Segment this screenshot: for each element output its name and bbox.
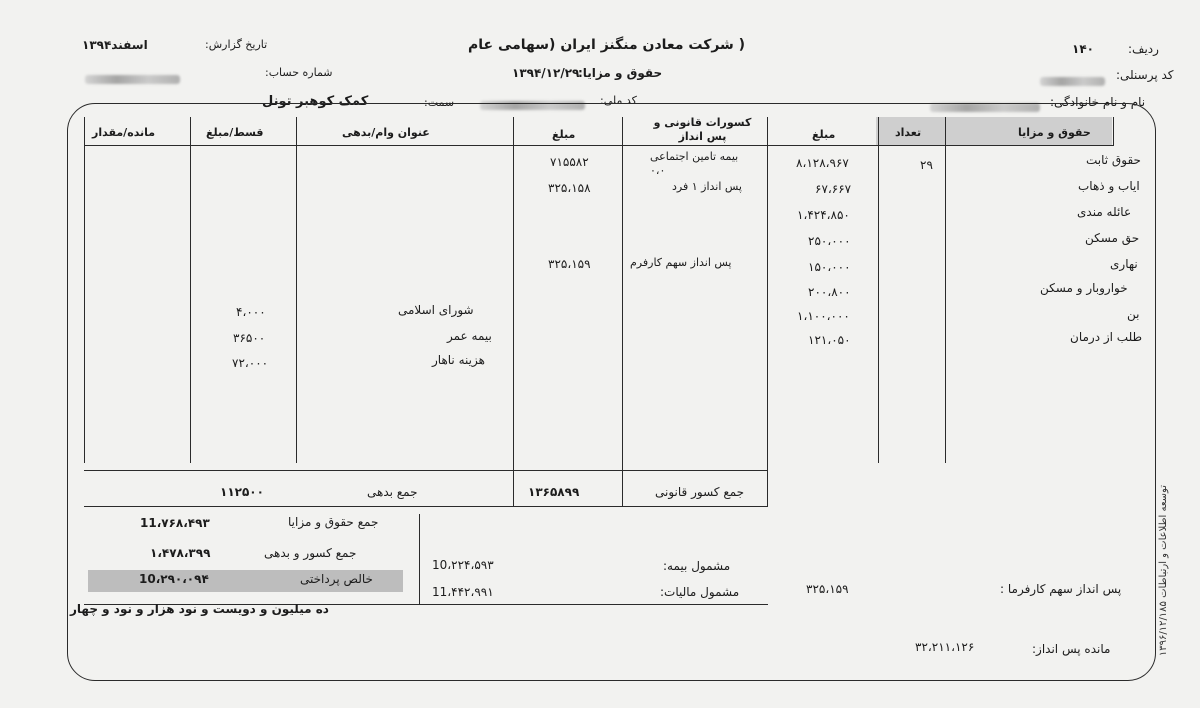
debt-total-value: ۱۱۲۵۰۰ <box>220 485 264 499</box>
debt-row-bottom <box>84 506 768 507</box>
position-label: سمت: <box>424 96 455 109</box>
loan-installment: ۷۲،۰۰۰ <box>232 356 269 370</box>
right-table-border <box>1113 117 1114 145</box>
loan-title: بیمه عمر <box>447 329 492 343</box>
benefit-label: حقوق ثابت <box>1086 153 1141 167</box>
col-header-amount: مبلغ <box>812 128 836 141</box>
deduction-amount: ۳۲۵،۱۵۸ <box>548 181 591 195</box>
deduction-amount: ۷۱۵۵۸۲ <box>550 155 589 169</box>
benefit-label: نهاری <box>1110 257 1138 271</box>
account-redacted <box>85 69 180 88</box>
totals-divider <box>419 514 420 604</box>
legal-total-value: ۱۳۶۵۸۹۹ <box>528 485 580 499</box>
side-note: ۱۳۹۶/۱۲/۱۸۵ توسعه اطلاعات و ارتباطات <box>1158 485 1169 657</box>
savings-balance-label: مانده پس انداز: <box>1032 642 1111 656</box>
benefit-label: بن <box>1127 307 1140 321</box>
col-line <box>622 117 623 506</box>
row-value: ۱۴۰ <box>1072 42 1094 56</box>
benefit-amount: ۱۲۱،۰۵۰ <box>808 333 851 347</box>
net-pay-label: خالص پرداختی <box>300 572 373 586</box>
subtitle-date: ۱۳۹۴/۱۲/۲۹ <box>512 66 580 80</box>
employer-savings-label: پس انداز سهم کارفرما : <box>1000 582 1122 596</box>
benefit-amount: ۲۵۰،۰۰۰ <box>808 234 851 248</box>
personnel-label: کد پرسنلی: <box>1116 68 1174 82</box>
report-date-label: تاریخ گزارش: <box>205 38 268 51</box>
net-pay-value: 10،۲۹۰،۰۹۴ <box>139 572 209 586</box>
debt-row-top <box>84 470 768 471</box>
account-label: شماره حساب: <box>265 66 333 79</box>
tax-label: مشمول مالیات: <box>660 585 740 599</box>
loan-title: شورای اسلامی <box>398 303 474 317</box>
savings-balance-value: ۳۲،۲۱۱،۱۲۶ <box>915 640 975 654</box>
gross-total-value: 11،۷۶۸،۴۹۳ <box>140 516 210 530</box>
subtitle-label: حقوق و مزایا: <box>578 66 663 80</box>
report-date-value: اسفند۱۳۹۴ <box>82 38 148 52</box>
legal-total-label: جمع کسور قانونی <box>655 485 745 499</box>
personnel-redacted <box>1040 71 1105 90</box>
col-header-count: تعداد <box>895 126 922 139</box>
national-label: کد ملی: <box>600 94 637 107</box>
deduction-amount: ۳۲۵،۱۵۹ <box>548 257 591 271</box>
deduction-label: پس انداز ۱ فرد <box>672 180 742 193</box>
insurance-value: 10،۲۲۴،۵۹۳ <box>432 558 494 572</box>
col-line <box>878 117 879 463</box>
col-line <box>513 117 514 506</box>
loan-installment: ۴،۰۰۰ <box>236 305 266 319</box>
net-pay-words: ده میلیون و دویست و نود هزار و نود و چهار <box>70 602 329 616</box>
employer-savings-value: ۳۲۵،۱۵۹ <box>806 582 849 596</box>
col-line <box>296 117 297 463</box>
col-line <box>945 117 946 463</box>
row-label: ردیف: <box>1128 42 1159 56</box>
company-name: ( شرکت معادن منگنز ایران (سهامی عام <box>468 37 746 53</box>
benefit-amount: ۲۰۰،۸۰۰ <box>808 285 851 299</box>
benefit-amount: ۱۵۰،۰۰۰ <box>808 260 851 274</box>
insurance-label: مشمول بیمه: <box>663 559 731 573</box>
col-header-deductions: کسورات قانونی و پس انداز <box>653 116 752 143</box>
benefit-amount: ۶۷،۶۶۷ <box>815 182 852 196</box>
deduction-sub: ۰،۰ <box>650 164 666 177</box>
benefit-label: خواروبار و مسکن <box>1040 281 1128 295</box>
col-line <box>767 117 768 506</box>
name-label: نام و نام خانوادگی: <box>1050 95 1146 109</box>
col-header-installment: قسط/مبلغ <box>206 126 264 139</box>
benefit-amount: ۸،۱۲۸،۹۶۷ <box>796 156 849 170</box>
benefit-label: ایاب و ذهاب <box>1078 179 1140 193</box>
deduction-label: پس انداز سهم کارفرم <box>630 256 732 269</box>
deductions-total-label: جمع کسور و بدهی <box>264 546 357 560</box>
tax-value: 11،۴۴۲،۹۹۱ <box>432 585 494 599</box>
deductions-total-value: ۱،۴۷۸،۳۹۹ <box>150 546 211 560</box>
loan-title: هزینه ناهار <box>432 353 485 367</box>
benefit-label: طلب از درمان <box>1070 330 1143 344</box>
debt-total-label: جمع بدهی <box>367 485 418 499</box>
payslip-frame <box>67 103 1156 681</box>
benefit-label: عائله مندی <box>1077 205 1132 219</box>
col-header-benefits: حقوق و مزایا <box>1018 126 1091 139</box>
col-header-remaining: مانده/مقدار <box>92 126 156 139</box>
benefit-amount: ۱،۱۰۰،۰۰۰ <box>797 309 850 323</box>
header-underline <box>84 145 1114 146</box>
benefit-label: حق مسکن <box>1085 231 1140 245</box>
deduction-label: بیمه تامین اجتماعی <box>650 150 739 163</box>
col-line <box>84 117 85 463</box>
col-header-ded-amount: مبلغ <box>552 128 576 141</box>
benefit-count: ۲۹ <box>920 158 933 172</box>
gross-total-label: جمع حقوق و مزایا <box>288 515 379 529</box>
col-header-loan-title: عنوان وام/بدهی <box>342 126 430 139</box>
position-value: کمک کوهبر تونل <box>262 94 369 109</box>
col-line <box>190 117 191 463</box>
loan-installment: ۳۶۵۰۰ <box>233 331 266 345</box>
benefit-amount: ۱،۴۲۴،۸۵۰ <box>797 208 850 222</box>
